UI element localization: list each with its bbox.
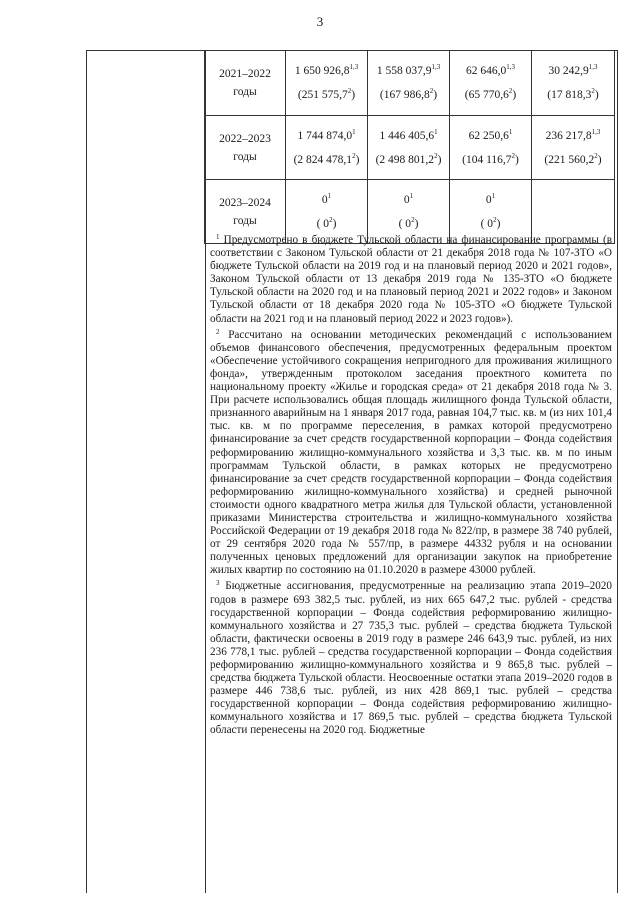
amount: 1 446 405,6$^1$	[379, 127, 438, 142]
footnote-2: $^2$ Рассчитано на основании методических рекомендаций с использованием объемов финансового обеспечения, предусмотренных федеральным проектом «Обеспечение устойчивого сокращения непригодного для проживания жилищного фонда», утвержденным протоколом заседания проектного комитета по национальному проекту «Жилье и городская среда» от 21 декабря 2018 года № 3. При расчете использовались общая площадь жилищного фонда Тульской области, признанного аварийным на 1 января 2017 года, равная 104,7 тыс. кв. м (из них 101,4 тыс. кв. м по программе переселения, в рамках которой предусмотрено финансирование за счет средств государственной корпорации – Фонда содействия реформированию жилищно-коммунального хозяйства и 3,3 тыс. кв. м по иным программам Тульской области, в рамках которых не предусмотрено финансирование за счет средств государственной корпорации – Фонда содействия реформированию жилищно-коммунального хозяйства) и средней рыночной стоимости одного квадратного метра жилья для Тульской области, установленной приказами Министерства строительства и жилищно-коммунального хозяйства Российской Федерации от 19 декабря 2018 года № 822/пр, в размере 38 740 рублей, от 29 сентября 2020 года № 557/пр, в размере 44332 рубля и на основании полученных ценовых предложений для организации закупок на приобретение жилых квартир по состоянию на 01.10.2020 в размере 43000 рублей.	[210, 327, 613, 577]
amount-parenthetical: (104 116,7$^2$)	[462, 151, 519, 166]
amount: 30 242,9$^{1,3}$	[548, 63, 598, 77]
amount-parenthetical: ( $0^2$)	[480, 215, 501, 230]
value-cell	[532, 116, 615, 180]
amount: 62 250,6$^1$	[468, 127, 513, 142]
value-cell	[286, 116, 368, 180]
footnote-3: $^3$ Бюджетные ассигнования, предусмотренные на реализацию этапа 2019–2020 годов в размере 693 382,5 тыс. рублей, из них 665 647,2 тыс. рублей - средства государственной корпорации – Фонда содействия реформированию жилищно-коммунального хозяйства и 27 735,3 тыс. рублей – средства бюджета Тульской области, фактически освоены в 2019 году в размере 246 643,9 тыс. рублей, из них 236 778,1 тыс. рублей – средства государственной корпорации – Фонда содействия реформированию жилищно-коммунального хозяйства и 9 865,8 тыс. рублей – средства бюджета Тульской области. Неосвоенные остатки этапа 2019–2020 годов в размере 446 738,6 тыс. рублей, из них 428 869,1 тыс. рублей – средства государственной корпорации – Фонда содействия реформированию жилищно-коммунального хозяйства и 17 869,5 тыс. рублей – средства бюджета Тульской области перенесены на 2020 год. Бюджетные	[210, 579, 612, 737]
amount-parenthetical: (221 560,2$^2$)	[544, 151, 602, 166]
amount: 62 646,0$^{1,3}$	[466, 63, 515, 77]
page-number: 3	[316, 14, 324, 29]
table-row	[205, 51, 615, 116]
period-cell	[205, 116, 286, 180]
value-cell	[286, 51, 368, 116]
amount-parenthetical: (2 824 478,1$^2$)	[293, 151, 360, 166]
funding-table	[204, 50, 615, 244]
value-cell	[368, 116, 450, 180]
amount: 1 744 874,0$^1$	[297, 127, 356, 142]
amount-parenthetical: (2 498 801,2$^2$)	[375, 151, 442, 166]
value-cell	[450, 51, 532, 116]
period-label: 2021–2022 годы	[219, 68, 271, 98]
amount: $0^1$	[403, 191, 414, 206]
amount: 1 558 037,9$^{1,3}$	[376, 63, 441, 77]
period-label: 2022–2023 годы	[219, 132, 271, 163]
footnote-1: $^1$ Предусмотрено в бюджете Тульской области на финансирование программы (в соответствии с Законом Тульской области от 21 декабря 2018 года № 107-ЗТО «О бюджете Тульской области на 2019 год и на плановый период 2020 и 2021 годов», Законом Тульской области от 13 декабря 2019 года № 135-ЗТО «О бюджете Тульской области на 2020 год и на плановый период 2021 и 2022 годов» и Законом Тульской области от 18 декабря 2020 года № 105-ЗТО «О бюджете Тульской области на 2021 год и на плановый период 2022 и 2023 годов»).	[210, 233, 613, 325]
amount: 1 650 926,8$^{1,3}$	[294, 63, 359, 77]
amount-parenthetical: (17 818,3$^2$)	[547, 87, 599, 101]
amount-parenthetical: (65 770,6$^2$)	[464, 87, 517, 101]
value-cell	[450, 116, 532, 180]
value-cell	[532, 51, 615, 116]
amount-parenthetical: (251 575,7$^2$)	[297, 87, 356, 101]
amount: 236 217,8$^{1,3}$	[545, 127, 601, 142]
table-row	[205, 116, 615, 180]
value-cell	[368, 51, 450, 116]
amount: $0^1$	[485, 191, 496, 206]
amount-parenthetical: (167 986,8$^2$)	[379, 87, 438, 101]
period-label: 2023–2024 годы	[219, 196, 271, 227]
amount-parenthetical: ( $0^2$)	[316, 215, 337, 230]
footnotes	[210, 234, 612, 738]
period-cell	[205, 51, 286, 116]
amount: $0^1$	[321, 191, 332, 206]
amount-parenthetical: ( $0^2$)	[398, 215, 419, 230]
